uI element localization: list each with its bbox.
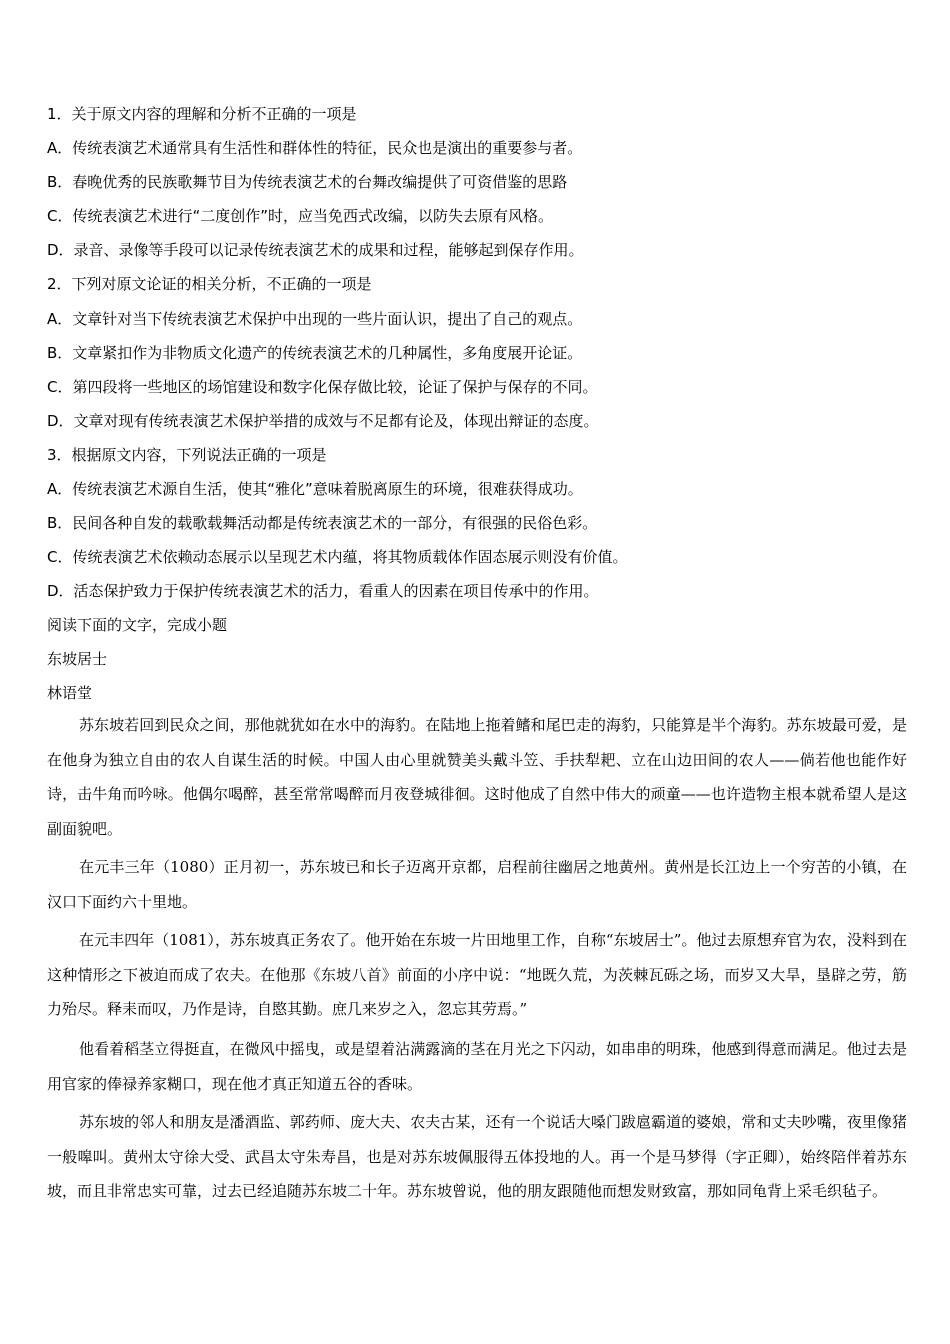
question-1-option-b: B．春晚优秀的民族歌舞节目为传统表演艺术的台舞改编提供了可资借鉴的思路 [47,173,568,191]
question-2-option-b: B．文章紧扣作为非物质文化遗产的传统表演艺术的几种属性，多角度展开论证。 [47,344,583,362]
question-2-option-a: A．文章针对当下传统表演艺术保护中出现的一些片面认识，提出了自己的观点。 [47,310,583,328]
question-3-option-a: A．传统表演艺术源自生活，使其“雅化”意味着脱离原生的环境，很难获得成功。 [47,480,583,498]
passage-author: 林语堂 [47,684,93,702]
question-2-option-d: D．文章对现有传统表演艺术保护举措的成效与不足都有论及，体现出辩证的态度。 [47,412,599,430]
question-1-stem: 1．关于原文内容的理解和分析不正确的一项是 [47,105,357,123]
passage-paragraph-3: 在元丰四年（1081），苏东坡真正务农了。他开始在东坡一片田地里工作，自称“东坡居士”。他过去原想弃官为农，没料到在这种情形之下被迫而成了农夫。在他那《东坡八首》前面的小序中说：“地既久荒，为茨棘瓦砾之场，而岁又大旱，垦辟之劳，筋力殆尽。释耒而叹，乃作是诗，自愍其勤。庶几来岁之入，忽忘其劳焉。” [47,931,907,1018]
reading-instruction: 阅读下面的文字，完成小题 [47,616,228,634]
passage-title: 东坡居士 [47,650,108,668]
question-1-option-a: A．传统表演艺术通常具有生活性和群体性的特征，民众也是演出的重要参与者。 [47,139,583,157]
passage-paragraph-1: 苏东坡若回到民众之间，那他就犹如在水中的海豹。在陆地上拖着鳍和尾巴走的海豹，只能算是半个海豹。苏东坡最可爱，是在他身为独立自由的农人自谋生活的时候。中国人由心里就赞美头戴斗笠、手扶犁耙、立在山边田间的农人——倘若他也能作好诗，击牛角而吟咏。他偶尔喝醉，甚至常常喝醉而月夜登城徘徊。这时他成了自然中伟大的顽童——也许造物主根本就希望人是这副面貌吧。 [47,716,907,838]
passage-paragraph-5: 苏东坡的邻人和朋友是潘酒监、郭药师、庞大夫、农夫古某，还有一个说话大嗓门跋扈霸道的婆娘，常和丈夫吵嘴，夜里像猪一般嗥叫。黄州太守徐大受、武昌太守朱寿昌，也是对苏东坡佩服得五体投地的人。再一个是马梦得（字正卿），始终陪伴着苏东坡，而且非常忠实可靠，过去已经追随苏东坡二十年。苏东坡曾说，他的朋友跟随他而想发财致富，那如同龟背上采毛织毡子。 [47,1113,907,1200]
question-2-option-c: C．第四段将一些地区的场馆建设和数字化保存做比较，论证了保护与保存的不同。 [47,378,598,396]
question-3-option-d: D．活态保护致力于保护传统表演艺术的活力，看重人的因素在项目传承中的作用。 [47,582,599,600]
passage-paragraph-2: 在元丰三年（1080）正月初一，苏东坡已和长子迈离开京都，启程前往幽居之地黄州。黄州是长江边上一个穷苦的小镇，在汉口下面约六十里地。 [47,858,907,911]
question-3-option-b: B．民间各种自发的载歌载舞活动都是传统表演艺术的一部分，有很强的民俗色彩。 [47,514,598,532]
question-3-stem: 3．根据原文内容，下列说法正确的一项是 [47,446,327,464]
question-1-option-c: C．传统表演艺术进行“二度创作”时，应当免西式改编，以防失去原有风格。 [47,207,554,225]
question-3-option-c: C．传统表演艺术依赖动态展示以呈现艺术内蕴，将其物质载体作固态展示则没有价值。 [47,548,628,566]
question-2-stem: 2．下列对原文论证的相关分析，不正确的一项是 [47,275,372,293]
question-1-option-d: D．录音、录像等手段可以记录传统表演艺术的成果和过程，能够起到保存作用。 [47,241,584,259]
passage-paragraph-4: 他看着稻茎立得挺直，在微风中摇曳，或是望着沾满露滴的茎在月光之下闪动，如串串的明珠，他感到得意而满足。他过去是用官家的俸禄养家糊口，现在他才真正知道五谷的香味。 [47,1040,907,1093]
